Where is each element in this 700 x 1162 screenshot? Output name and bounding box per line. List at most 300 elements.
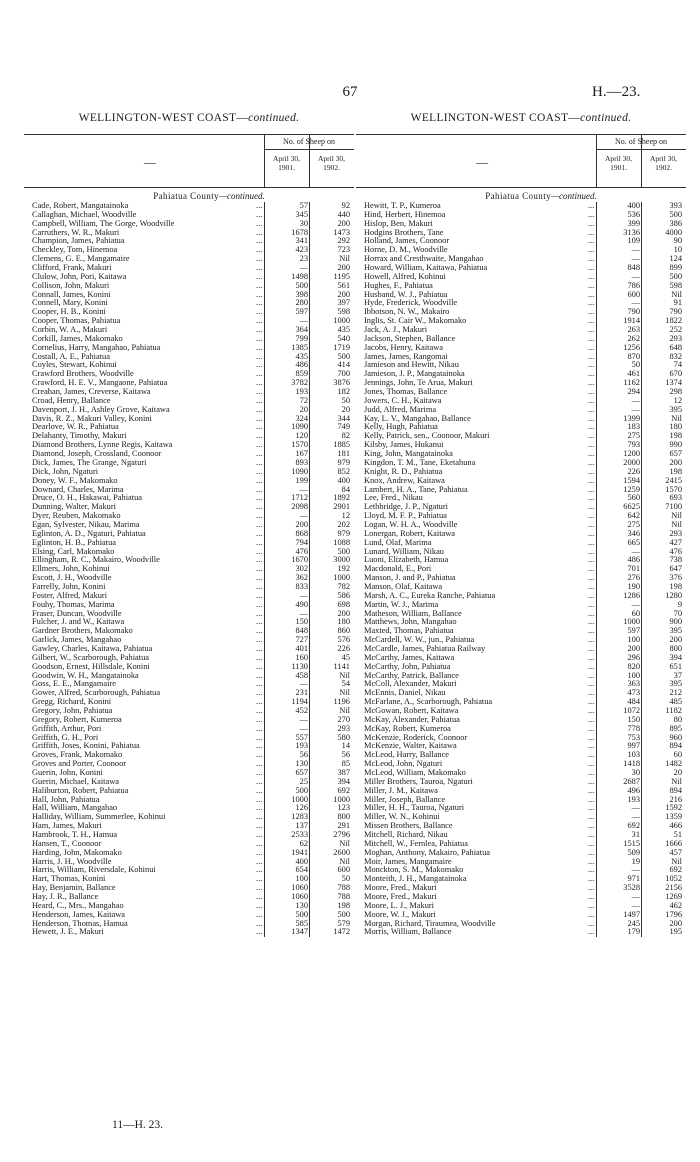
sheep-1902-cell: Nil — [339, 670, 350, 680]
sheep-1901-cell: 1130 — [291, 661, 308, 671]
sheep-1901-cell: 3782 — [291, 378, 308, 388]
owner-name-cell: Kelly, Hugh, Pahiatua — [364, 423, 438, 432]
sheep-1902-cell: 598 — [669, 280, 682, 290]
leader-dots: ... — [588, 413, 595, 423]
owner-name-cell: Mitchell, Richard, Nikau — [364, 831, 448, 840]
leader-dots: ... — [256, 883, 263, 893]
owner-name-cell: Fouhy, Thomas, Marima — [32, 600, 115, 609]
sheep-1902-cell: 20 — [673, 768, 682, 777]
sheep-1902-cell: 200 — [337, 289, 350, 299]
sheep-1901-cell: 1498 — [291, 271, 308, 281]
owner-name-cell: Hewitt, T. P., Kumeroa — [364, 202, 441, 210]
sheep-1901-cell: 423 — [295, 245, 308, 255]
sheep-1902-cell: 788 — [337, 892, 350, 902]
leader-dots: ... — [256, 741, 263, 751]
sheep-1901-cell: 1418 — [623, 759, 640, 769]
leader-dots: ... — [256, 431, 263, 441]
leader-dots: ... — [256, 280, 263, 290]
leader-dots: ... — [588, 387, 595, 397]
sheep-1902-cell: 198 — [669, 466, 682, 476]
leader-dots: ... — [256, 502, 263, 512]
sheep-1901-cell: 486 — [295, 360, 308, 370]
owner-name-cell: Goss, E. E., Mangamaire — [32, 680, 116, 689]
sheep-1902-cell: 692 — [337, 785, 350, 795]
owner-name-cell: Griffith, Arthur, Pori — [32, 724, 102, 733]
sheep-1901-cell: 1256 — [623, 342, 640, 352]
leader-dots: ... — [588, 847, 595, 857]
sheep-1902-cell: 54 — [341, 679, 350, 689]
leader-dots: ... — [588, 466, 595, 476]
owner-name-cell: Clifford, Frank, Makuri — [32, 264, 112, 273]
sheep-1901-cell: 1286 — [623, 590, 640, 600]
sheep-1901-cell: 60 — [631, 608, 640, 618]
leader-dots: ... — [588, 626, 595, 636]
owner-name-cell: Hislop, Ben, Makuri — [364, 219, 433, 228]
header-col-date: April 30, — [272, 154, 301, 163]
leader-dots: ... — [588, 838, 595, 848]
owner-name-cell: Lund, Olaf, Marima — [364, 538, 432, 547]
sheep-1902-cell: 70 — [673, 608, 682, 618]
sheep-1901-cell: — — [631, 900, 640, 910]
owner-name-cell: Creahan, James, Creverse, Kaitawa — [32, 388, 151, 397]
title-main: WELLINGTON-WEST COAST— — [410, 112, 581, 124]
sheep-1902-cell: 200 — [337, 263, 350, 273]
sheep-1902-cell: 800 — [337, 812, 350, 822]
sheep-1901-cell: 1678 — [291, 227, 308, 237]
leader-dots: ... — [256, 555, 263, 565]
owner-name-cell: Henderson, James, Kaitawa — [32, 910, 126, 919]
sheep-1902-cell: 500 — [337, 909, 350, 919]
sheep-1902-cell: 182 — [337, 387, 350, 397]
owner-name-cell: Jacobs, Henry, Kaitawa — [364, 343, 443, 352]
leader-dots: ... — [588, 759, 595, 769]
sheep-1901-cell: — — [631, 271, 640, 281]
owner-name-cell: Haliburton, Robert, Pahiatua — [32, 786, 129, 795]
leader-dots: ... — [256, 918, 263, 928]
sheep-1901-cell: 833 — [295, 581, 308, 591]
sheep-1901-cell: 870 — [627, 351, 640, 361]
title-continued: continued. — [580, 112, 632, 124]
sheep-1902-cell: 1374 — [665, 378, 682, 388]
leader-dots: ... — [588, 918, 595, 928]
leader-dots: ... — [588, 528, 595, 538]
owner-name-cell: McCarthy, John, Pahiatua — [364, 662, 451, 671]
sheep-1901-cell: 183 — [627, 422, 640, 432]
owner-name-cell: Moore, Fred., Makuri — [364, 884, 437, 893]
leader-dots: ... — [588, 395, 595, 405]
sheep-1901-cell: 778 — [627, 723, 640, 733]
owner-name-cell: Dick, John, Ngaturi — [32, 467, 99, 476]
sheep-1901-cell: 600 — [627, 289, 640, 299]
owner-name-cell: Knox, Andrew, Kaitawa — [364, 476, 445, 485]
sheep-1902-cell: Nil — [671, 776, 682, 786]
table-header — [356, 134, 686, 188]
leader-dots: ... — [256, 643, 263, 653]
sheep-1901-cell: 500 — [295, 785, 308, 795]
sheep-1902-cell: 462 — [669, 900, 682, 910]
leader-dots: ... — [588, 280, 595, 290]
leader-dots: ... — [588, 581, 595, 591]
leader-dots: ... — [256, 511, 263, 521]
sheep-1901-cell: 3528 — [623, 883, 640, 893]
owner-name-cell: Jamieson, J. P., Mangatainoka — [364, 370, 465, 379]
sheep-1902-cell: 1269 — [665, 892, 682, 902]
leader-dots: ... — [588, 830, 595, 840]
sheep-1902-cell: 393 — [669, 201, 682, 210]
sheep-1902-cell: 894 — [669, 785, 682, 795]
sheep-1902-cell: 90 — [673, 236, 682, 246]
leader-dots: ... — [256, 830, 263, 840]
owner-name-cell: Missen Brothers, Ballance — [364, 822, 453, 831]
sheep-1901-cell: 1570 — [291, 440, 308, 450]
sheep-1902-cell: 427 — [669, 537, 682, 547]
owner-name-cell: Cade, Robert, Mangatainoka — [32, 202, 129, 210]
leader-dots: ... — [256, 449, 263, 459]
sheep-1901-cell: 753 — [627, 732, 640, 742]
owner-name-cell: Dunning, Walter, Makuri — [32, 503, 116, 512]
leader-dots: ... — [588, 652, 595, 662]
sheep-1902-cell: 500 — [337, 546, 350, 556]
sheep-1901-cell: 1194 — [291, 697, 308, 707]
header-col-1901 — [596, 154, 641, 172]
sheep-1901-cell: — — [631, 892, 640, 902]
sheep-1901-cell: 536 — [627, 209, 640, 219]
leader-dots: ... — [588, 794, 595, 804]
sheep-1902-cell: 85 — [341, 759, 350, 769]
sheep-1901-cell: 30 — [299, 218, 308, 228]
owner-name-cell: Dick, James, The Grange, Ngaturi — [32, 458, 147, 467]
sheep-1902-cell: 60 — [673, 750, 682, 760]
leader-dots: ... — [588, 201, 595, 210]
leader-dots: ... — [256, 333, 263, 343]
sheep-1901-cell: 401 — [295, 643, 308, 653]
sheep-1901-cell: 1000 — [623, 617, 640, 627]
sheep-1902-cell: 12 — [341, 511, 350, 521]
owner-name-cell: McKenzie, Roderick, Coonoor — [364, 733, 468, 742]
sheep-1902-cell: 1000 — [333, 573, 350, 583]
sheep-1901-cell: 1259 — [623, 484, 640, 494]
leader-dots: ... — [588, 484, 595, 494]
sheep-1901-cell: 1385 — [291, 342, 308, 352]
owner-name-cell: Morgan, Richard, Tiraumea, Woodville — [364, 919, 496, 928]
leader-dots: ... — [588, 263, 595, 273]
owner-name-cell: Eglinton, A. D., Ngaturi, Pahiatua — [32, 529, 146, 538]
sheep-1901-cell: 150 — [295, 617, 308, 627]
sheep-1902-cell: 293 — [669, 333, 682, 343]
sheep-1902-cell: 788 — [337, 883, 350, 893]
owner-name-cell: McLeod, Harry, Ballance — [364, 751, 450, 760]
sheep-1902-cell: 476 — [669, 546, 682, 556]
owner-name-cell: Ham, James, Makuri — [32, 822, 102, 831]
sheep-1902-cell: 200 — [669, 918, 682, 928]
owner-name-cell: Groves and Porter, Coonoor — [32, 760, 127, 769]
sheep-1902-cell: 397 — [337, 298, 350, 308]
sheep-1902-cell: Nil — [671, 511, 682, 521]
owner-name-cell: Moore, Fred., Makuri — [364, 893, 437, 902]
table-body — [24, 202, 354, 937]
sheep-1901-cell: 100 — [627, 670, 640, 680]
leader-dots: ... — [588, 351, 595, 361]
sheep-1902-cell: 80 — [673, 714, 682, 724]
leader-dots: ... — [256, 821, 263, 831]
leader-dots: ... — [588, 768, 595, 777]
owner-name-cell: Kelly, Patrick, sen., Coonoor, Makuri — [364, 432, 490, 441]
leader-dots: ... — [256, 369, 263, 379]
leader-dots: ... — [256, 404, 263, 414]
owner-name-cell: Champion, James, Pahiatua — [32, 237, 125, 246]
sheep-1901-cell: 435 — [295, 351, 308, 361]
leader-dots: ... — [588, 457, 595, 467]
sheep-1902-cell: 226 — [337, 643, 350, 653]
header-col-year: 1901. — [278, 163, 295, 172]
leader-dots: ... — [256, 670, 263, 680]
leader-dots: ... — [588, 635, 595, 645]
right-column — [356, 112, 686, 937]
owner-name-cell: Elsing, Carl, Makomako — [32, 547, 115, 556]
owner-name-cell: Garlick, James, Mangahao — [32, 636, 122, 645]
leader-dots: ... — [588, 688, 595, 698]
leader-dots: ... — [588, 856, 595, 866]
leader-dots: ... — [256, 218, 263, 228]
sheep-1902-cell: 651 — [669, 661, 682, 671]
sheep-1902-cell: 200 — [669, 457, 682, 467]
sheep-1901-cell: — — [631, 298, 640, 308]
sheep-1902-cell: 14 — [341, 741, 350, 751]
sheep-1901-cell: 302 — [295, 564, 308, 574]
sheep-1901-cell: 1162 — [623, 378, 640, 388]
sheep-1902-cell: 3000 — [333, 555, 350, 565]
owner-name-cell: McKay, Robert, Kumeroa — [364, 724, 451, 733]
leader-dots: ... — [588, 564, 595, 574]
leader-dots: ... — [256, 732, 263, 742]
sheep-1902-cell: 693 — [669, 493, 682, 503]
sheep-1902-cell: Nil — [671, 413, 682, 423]
leader-dots: ... — [588, 900, 595, 910]
sheep-1901-cell: 100 — [295, 874, 308, 884]
owner-name-cell: Miller, Joseph, Ballance — [364, 795, 446, 804]
sheep-1902-cell: 298 — [669, 387, 682, 397]
sheep-1901-cell: 296 — [627, 652, 640, 662]
leader-dots: ... — [588, 785, 595, 795]
header-caption-rule — [596, 149, 686, 150]
sheep-1901-cell: 727 — [295, 635, 308, 645]
sheep-1902-cell: 723 — [337, 245, 350, 255]
header-col-year: 1902. — [655, 163, 672, 172]
leader-dots: ... — [588, 617, 595, 627]
owner-name-cell: Cornelius, Harry, Mangahao, Pahiatua — [32, 343, 161, 352]
sheep-1901-cell: 167 — [295, 449, 308, 459]
leader-dots: ... — [256, 387, 263, 397]
sheep-1901-cell: 560 — [627, 493, 640, 503]
sheep-1901-cell: 868 — [295, 528, 308, 538]
sheep-1901-cell: 3136 — [623, 227, 640, 237]
owner-name-cell: Matthews, John, Mangahao — [364, 618, 457, 627]
leader-dots: ... — [588, 440, 595, 450]
sheep-1901-cell: 324 — [295, 413, 308, 423]
sheep-1901-cell: — — [631, 803, 640, 813]
leader-dots: ... — [588, 422, 595, 432]
owner-name-cell: Hall, William, Mangahao — [32, 804, 118, 813]
owner-name-cell: Crawford, H. E. V., Mangaone, Pahiatua — [32, 379, 168, 388]
leader-dots: ... — [256, 466, 263, 476]
sheep-1902-cell: 1822 — [665, 316, 682, 326]
sheep-1901-cell: 509 — [627, 847, 640, 857]
sheep-1901-cell: 1670 — [291, 555, 308, 565]
sheep-1902-cell: 579 — [337, 918, 350, 928]
leader-dots: ... — [256, 546, 263, 556]
sheep-1902-cell: 2901 — [333, 502, 350, 512]
leader-dots: ... — [588, 360, 595, 370]
sheep-1901-cell: 109 — [627, 236, 640, 246]
sheep-1902-cell: Nil — [339, 705, 350, 715]
sheep-1902-cell: 960 — [669, 732, 682, 742]
leader-dots: ... — [256, 227, 263, 237]
sheep-1901-cell: 597 — [627, 626, 640, 636]
sheep-1902-cell: 435 — [337, 325, 350, 335]
leader-dots: ... — [256, 307, 263, 317]
sheep-1902-cell: 598 — [337, 307, 350, 317]
owner-name-cell: Farrelly, John, Konini — [32, 582, 106, 591]
sheep-1901-cell: — — [631, 254, 640, 264]
owner-name-cell: Harris, William, Riversdale, Kohinui — [32, 866, 156, 875]
sheep-1901-cell: — — [631, 395, 640, 405]
sheep-1901-cell: 137 — [295, 821, 308, 831]
owner-name-cell: Downard, Charles, Marima — [32, 485, 124, 494]
sheep-1901-cell: 345 — [295, 209, 308, 219]
leader-dots: ... — [588, 546, 595, 556]
leader-dots: ... — [588, 812, 595, 822]
owner-name-cell: Moore, L. J., Makuri — [364, 901, 435, 910]
sheep-1901-cell: 400 — [295, 856, 308, 866]
leader-dots: ... — [588, 697, 595, 707]
header-col-year: 1901. — [610, 163, 627, 172]
leader-dots: ... — [588, 661, 595, 671]
sheep-1901-cell: 1712 — [291, 493, 308, 503]
sheep-1902-cell: Nil — [339, 688, 350, 698]
owner-name-cell: Kilsby, James, Hukanui — [364, 441, 444, 450]
sheep-1902-cell: 180 — [669, 422, 682, 432]
sheep-1901-cell: 56 — [299, 750, 308, 760]
owner-name-cell: Goodwin, W. H., Mangatainoka — [32, 671, 139, 680]
header-caption: No. of Sheep on — [615, 137, 667, 146]
sheep-1901-cell: 199 — [295, 475, 308, 485]
sheep-1902-cell: 270 — [337, 714, 350, 724]
sheep-1901-cell: — — [299, 484, 308, 494]
leader-dots: ... — [256, 289, 263, 299]
leader-dots: ... — [256, 661, 263, 671]
sheep-1902-cell: 252 — [669, 325, 682, 335]
sheep-1901-cell: 820 — [627, 661, 640, 671]
header-col-date: April 30, — [317, 154, 346, 163]
leader-dots: ... — [588, 608, 595, 618]
sheep-1901-cell: — — [299, 511, 308, 521]
owner-name-cell: Dyer, Reuben, Makomako — [32, 512, 121, 521]
leader-dots: ... — [256, 236, 263, 246]
leader-dots: ... — [588, 892, 595, 902]
owner-name-cell: Lunard, William, Nikau — [364, 547, 444, 556]
sheep-1901-cell: 859 — [295, 369, 308, 379]
sheep-1901-cell: 193 — [295, 387, 308, 397]
leader-dots: ... — [588, 599, 595, 609]
sheep-1902-cell: 692 — [669, 865, 682, 875]
sheep-1902-cell: 37 — [673, 670, 682, 680]
leader-dots: ... — [256, 271, 263, 281]
owner-name-cell: Monteith, J. H., Mangatainoka — [364, 875, 467, 884]
sheep-1901-cell: 1090 — [291, 466, 308, 476]
owner-name-cell: Jamieson and Hewitt, Nikau — [364, 361, 459, 370]
leader-dots: ... — [588, 378, 595, 388]
table-header — [24, 134, 354, 188]
sheep-1902-cell: 344 — [337, 413, 350, 423]
leader-dots: ... — [588, 245, 595, 255]
owner-name-cell: Cooper, Thomas, Pahiatua — [32, 317, 121, 326]
owner-name-cell: Horrax and Cresthwaite, Mangahao — [364, 255, 484, 264]
leader-dots: ... — [256, 263, 263, 273]
leader-dots: ... — [256, 581, 263, 591]
sheep-1901-cell: 363 — [627, 679, 640, 689]
sheep-1902-cell: 202 — [337, 519, 350, 529]
sheep-1902-cell: 2796 — [333, 830, 350, 840]
sheep-1902-cell: 1196 — [333, 697, 350, 707]
sheep-1902-cell: 386 — [669, 218, 682, 228]
leader-dots: ... — [256, 838, 263, 848]
sheep-1901-cell: 473 — [627, 688, 640, 698]
sheep-1901-cell: 1060 — [291, 892, 308, 902]
owner-name-cell: Matheson, William, Ballance — [364, 609, 462, 618]
owner-name-cell: Ellmers, John, Kohinui — [32, 565, 110, 574]
leader-dots: ... — [588, 803, 595, 813]
owner-name-cell: Jack, A. J., Makuri — [364, 326, 428, 335]
leader-dots: ... — [256, 909, 263, 919]
owner-name-cell: Foster, Alfred, Makuri — [32, 591, 108, 600]
leader-dots: ... — [256, 590, 263, 600]
sheep-1901-cell: 597 — [295, 307, 308, 317]
sheep-1902-cell: 123 — [337, 803, 350, 813]
sheep-1902-cell: 56 — [341, 750, 350, 760]
sheep-1902-cell: 1666 — [665, 838, 682, 848]
header-col-date: April 30, — [649, 154, 678, 163]
sheep-1902-cell: 1796 — [665, 909, 682, 919]
sheep-1902-cell: 485 — [669, 697, 682, 707]
owner-name-cell: Griffith, Joses, Konini, Pahiatua — [32, 742, 140, 751]
sheep-1901-cell: 496 — [627, 785, 640, 795]
sheep-1901-cell: 57 — [299, 201, 308, 210]
leader-dots: ... — [256, 892, 263, 902]
leader-dots: ... — [256, 723, 263, 733]
sheep-1901-cell: 25 — [299, 776, 308, 786]
owner-name-cell: Crawford Brothers, Woodville — [32, 370, 134, 379]
sheep-1901-cell: 500 — [295, 280, 308, 290]
sheep-1901-cell: 23 — [299, 254, 308, 264]
sheep-1901-cell: 793 — [627, 440, 640, 450]
sheep-1902-cell: 670 — [669, 369, 682, 379]
leader-dots: ... — [256, 325, 263, 335]
leader-dots: ... — [588, 573, 595, 583]
sheep-1902-cell: 124 — [669, 254, 682, 264]
sheep-1902-cell: 600 — [337, 865, 350, 875]
owner-name-cell: Corkill, James, Makomako — [32, 334, 123, 343]
owner-name-cell: Davenport, J. H., Ashley Grove, Kaitawa — [32, 405, 170, 414]
sheep-1902-cell: 20 — [341, 404, 350, 414]
footer-signature: 11—H. 23. — [112, 1119, 164, 1131]
sheep-1902-cell: Nil — [339, 254, 350, 264]
leader-dots: ... — [588, 502, 595, 512]
sheep-1901-cell: 341 — [295, 236, 308, 246]
sheep-1902-cell: 395 — [669, 626, 682, 636]
sheep-1902-cell: 1182 — [665, 705, 682, 715]
leader-dots: ... — [256, 254, 263, 264]
owner-name-cell: Hall, John, Pahiatua — [32, 795, 100, 804]
